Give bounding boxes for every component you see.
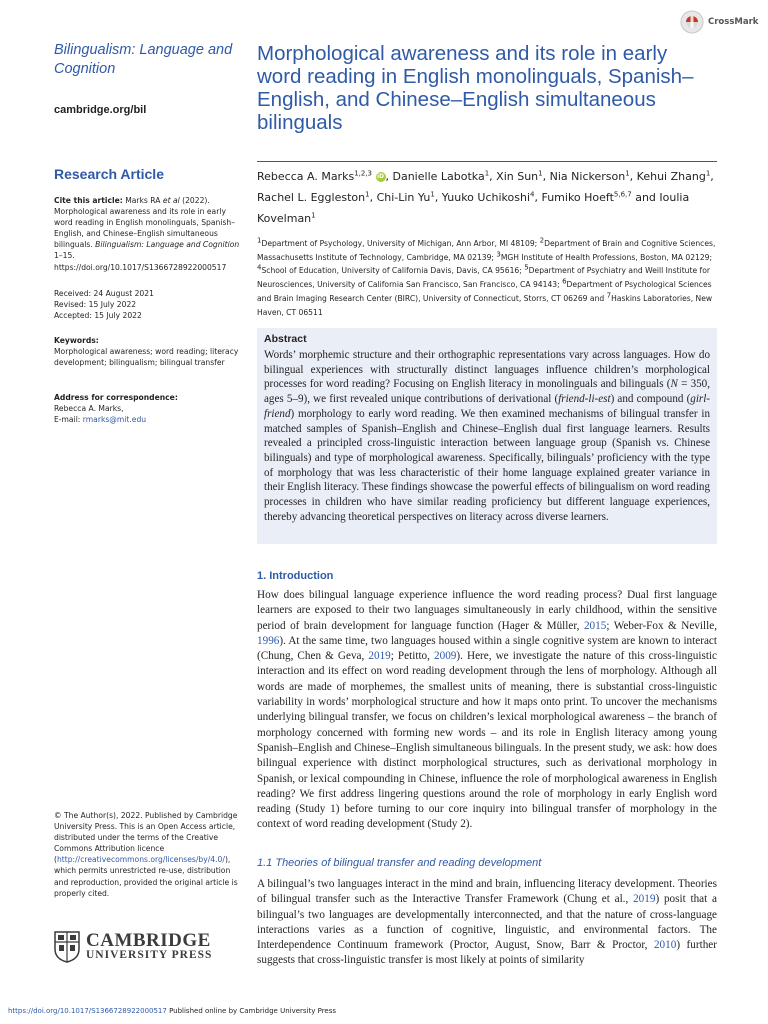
author [393, 170, 490, 183]
footer-doi-link[interactable]: https://doi.org/10.1017/S1366728922000517 [8, 1007, 167, 1015]
citation-link[interactable]: 1996 [257, 634, 280, 647]
author-affiliation-marker: 1 [365, 190, 370, 199]
section-heading-introduction: 1. Introduction [257, 570, 334, 582]
cambridge-shield-icon [54, 931, 80, 963]
email-link[interactable]: rmarks@mit.edu [82, 415, 147, 425]
introduction-paragraph: How does bilingual language experience influence the word reading process? Dual first language learners are exposed to their two languages simultaneously in early childhood, within the sensitive period of brain development for language function (Hager & Müller, 2015; Weber-Fox & Neville, 1996). At the same time, two languages housed within a single cognitive system are known to interact (Chung, Chen & Geva, 2019; Petitto, 2009). Here, we investigate the nature of this cross-linguistic interaction and its effect on word reading development through the lens of morphology. Although all words are made of morphemes, the smallest units of meaning, there is substantial cross-linguistic variability in words’ morphological structure and how it maps onto print. To uncover the mechanisms underlying bilingual transfer, we focus on children’s lexical morphological awareness – the branch of morphology concerned with forming new words – and its role in English literacy among young Spanish–English and Chinese–English simultaneous bilinguals. In the present study, we ask: how does bilingual experience with distinct morphological structures, such as derivational morphology in Spanish, or lexical compounding in Chinese, influence the role of morphological awareness in English reading? We first address lingering questions around the role of morphology in early English word reading (Study 1) before turning to our core inquiry into bilingual transfer of morphology in the context of word reading development (Study 2). [257, 589, 717, 831]
affiliation-text: Department of Psychiatry and Weill Institute for Neurosciences, University of California San Francisco, San Francisco, CA 94143; [257, 266, 710, 290]
affiliation-text: Department of Psychological Sciences and Brain Imaging Research Center (BIRC), University of Connecticut, Storrs, CT 06269 and [257, 280, 712, 303]
title-divider [257, 161, 717, 162]
orcid-icon[interactable]: iD [376, 173, 385, 180]
keywords-text: Morphological awareness; word reading; literacy development; bilingualism; bilingual transfer [54, 347, 239, 368]
article-type: Research Article [54, 166, 164, 182]
affiliations [257, 237, 717, 319]
license-text: © The Author(s), 2022. Published by Cambridge University Press. This is an Open Access article, distributed under the terms of the Creative Commons Attribution licence ( [54, 811, 238, 865]
affiliation-text: Haskins Laboratories, New Haven, CT 06511 [257, 293, 713, 317]
author-name: Danielle Labotka [392, 170, 485, 183]
footer-text: Published online by Cambridge University Press [166, 1007, 337, 1015]
affiliation-marker: 2 [539, 236, 545, 245]
cite-label: Cite this article: [54, 196, 123, 205]
abstract-text: Words’ morphemic structure and their orthographic representations vary across languages. How do bilingual experiences with structurally distinct languages influence children’s morphological processes for word reading? Focusing on English literacy in monolinguals and bilinguals (N = 350, ages 5–9), we first revealed unique contributions of derivational (friend-li-est) and compound (girl-friend) morphology to early word reading. We then examined mechanisms of bilingual transfer in matched samples of Spanish–English and Chinese–English dual first language learners. Results revealed a principled cross-linguistic interaction between language group (Spanish vs. Chinese bilinguals) and type of morphological awareness. Specifically, bilinguals’ proficiency with the type of morphology that was less characteristic of their home language explained greater variance in their English literacy. These findings showcase the powerful effects of bilingualism on word reading processes in children who have similar reading proficiency but different language experiences, thereby advancing theoretical perspectives on literacy across diverse learners. [264, 349, 710, 523]
author-affiliation-marker: 4 [530, 190, 535, 199]
journal-url[interactable]: cambridge.org/bil [54, 104, 147, 116]
keywords-label: Keywords: [54, 336, 99, 345]
affiliation-marker: 3 [496, 250, 501, 259]
affiliation-text: Department of Brain and Cognitive Sciences, Massachusetts Institute of Technology, Cambridge, MA 02139; [257, 239, 716, 262]
citation-link[interactable]: 2010 [653, 939, 677, 952]
citation-link[interactable]: 2009 [434, 650, 457, 663]
citation-link[interactable]: 2019 [368, 650, 391, 663]
author-name: Rebecca A. Marks [257, 170, 355, 183]
abstract-box [257, 328, 717, 544]
dates-block [54, 288, 242, 321]
correspondence-name: Rebecca A. Marks, [54, 404, 124, 414]
author-affiliation-marker: 1 [705, 169, 711, 178]
author [377, 191, 435, 204]
affiliation-marker: 7 [606, 291, 612, 300]
crossmark-icon [680, 10, 704, 34]
subsection-paragraph: A bilingual’s two languages interact in the mind and brain, influencing literacy development. Theories of bilingual transfer such as the Interactive Transfer Framework (Chung et al., 2019) posit that a bilingual’s two languages are developmentally interconnected, and that the nature of cross-language interactions varies as a function of cognitive, linguistic, and environmental factors. The Interdependence Continuum framework (Proctor, August, Snow, Barr & Proctor, 2010) further suggests that cross-linguistic transfer is most likely at points of similarity [257, 878, 717, 967]
correspondence-label: Address for correspondence: [54, 393, 178, 402]
publisher-name-line1: CAMBRIDGE [86, 930, 211, 951]
author [257, 191, 370, 204]
received-date: Received: 24 August 2021 [54, 289, 154, 298]
citation-block [54, 195, 242, 273]
author [257, 170, 386, 183]
license-block [54, 810, 242, 899]
affiliation-marker: 1 [257, 236, 262, 245]
author-name: Nia Nickerson [549, 170, 626, 183]
cite-etal: et al [162, 196, 180, 205]
article-title: Morphological awareness and its role in early word reading in English monolinguals, Spanish–English, and Chinese–English simultaneous bilinguals [257, 42, 694, 134]
author-affiliation-marker: 1 [311, 211, 316, 220]
author [442, 191, 535, 204]
keywords-block [54, 335, 242, 368]
cite-doi: 1–15. https://doi.org/10.1017/S1366728922000517 [54, 251, 227, 272]
abstract-heading: Abstract [264, 333, 307, 345]
license-link[interactable]: http://creativecommons.org/licenses/by/4.0/ [56, 855, 225, 865]
license-text: ), which permits unrestricted re-use, distribution and reproduction, provided the original article is properly cited. [54, 855, 238, 898]
citation-link[interactable]: 2015 [583, 619, 607, 632]
author-affiliation-marker: 1 [484, 169, 490, 178]
revised-date: Revised: 15 July 2022 [54, 300, 137, 310]
author-name: Ioulia Kovelman [257, 191, 690, 225]
author-name: Fumiko Hoeft [541, 191, 614, 204]
author-name: Yuuko Uchikoshi [441, 191, 530, 204]
correspondence-block [54, 392, 242, 425]
email-label: E-mail: [54, 415, 83, 425]
author-affiliation-marker: 5,6,7 [613, 190, 632, 199]
affiliation-text: School of Education, University of California Davis, Davis, CA 95616; [261, 266, 525, 276]
cite-journal: Bilingualism: Language and Cognition [95, 240, 240, 250]
publisher-logo [54, 931, 212, 963]
author-list: Rebecca A. Marks$^{1,2,3}$ iD, Danielle Labotka$^1$, Xin Sun$^1$, Nia Nickerson$^1$, Kehui Zhang$^1$, Rachel L. Eggleston$^1$, Chi-Lin Yu$^1$, Yuuko Uchikoshi$^4$, Fumiko Hoeft$^{5,6,7}$ and Ioulia Kovelman$^1$ [257, 169, 714, 225]
affiliation-marker: 6 [562, 277, 567, 286]
author-affiliation-marker: 1,2,3 [354, 169, 372, 178]
affiliation-marker: 4 [257, 263, 262, 272]
author-name: Chi-Lin Yu [376, 191, 431, 204]
cite-text: (2022). Morphological awareness and its role in early word reading in English monolinguals, Spanish–English, and Chinese–English simultaneous bilinguals. [54, 196, 236, 250]
author [496, 170, 542, 183]
author-name: Kehui Zhang [636, 170, 706, 183]
citation-link[interactable]: 2019 [633, 893, 656, 906]
affiliation-text: MGH Institute of Health Professions, Boston, MA 02129; [500, 252, 713, 262]
author-name: Xin Sun [496, 170, 539, 183]
author [550, 170, 630, 183]
author-affiliation-marker: 1 [430, 190, 435, 199]
journal-name[interactable]: Bilingualism: Language and Cognition [54, 42, 233, 77]
accepted-date: Accepted: 15 July 2022 [54, 311, 142, 321]
author [637, 170, 711, 183]
affiliation-text: Department of Psychology, University of Michigan, Ann Arbor, MI 48109; [261, 239, 540, 248]
affiliation-marker: 5 [524, 263, 529, 272]
subsection-heading: 1.1 Theories of bilingual transfer and reading development [257, 857, 542, 869]
author-name: Rachel L. Eggleston [257, 191, 366, 204]
page-footer [8, 1007, 336, 1015]
author [541, 191, 631, 204]
author-affiliation-marker: 1 [538, 169, 543, 178]
crossmark-label: CrossMark [708, 17, 759, 27]
crossmark-badge[interactable] [680, 10, 758, 34]
cite-text: Marks RA [122, 196, 163, 205]
publisher-name-line2: UNIVERSITY PRESS [86, 949, 213, 961]
author-affiliation-marker: 1 [625, 169, 630, 178]
